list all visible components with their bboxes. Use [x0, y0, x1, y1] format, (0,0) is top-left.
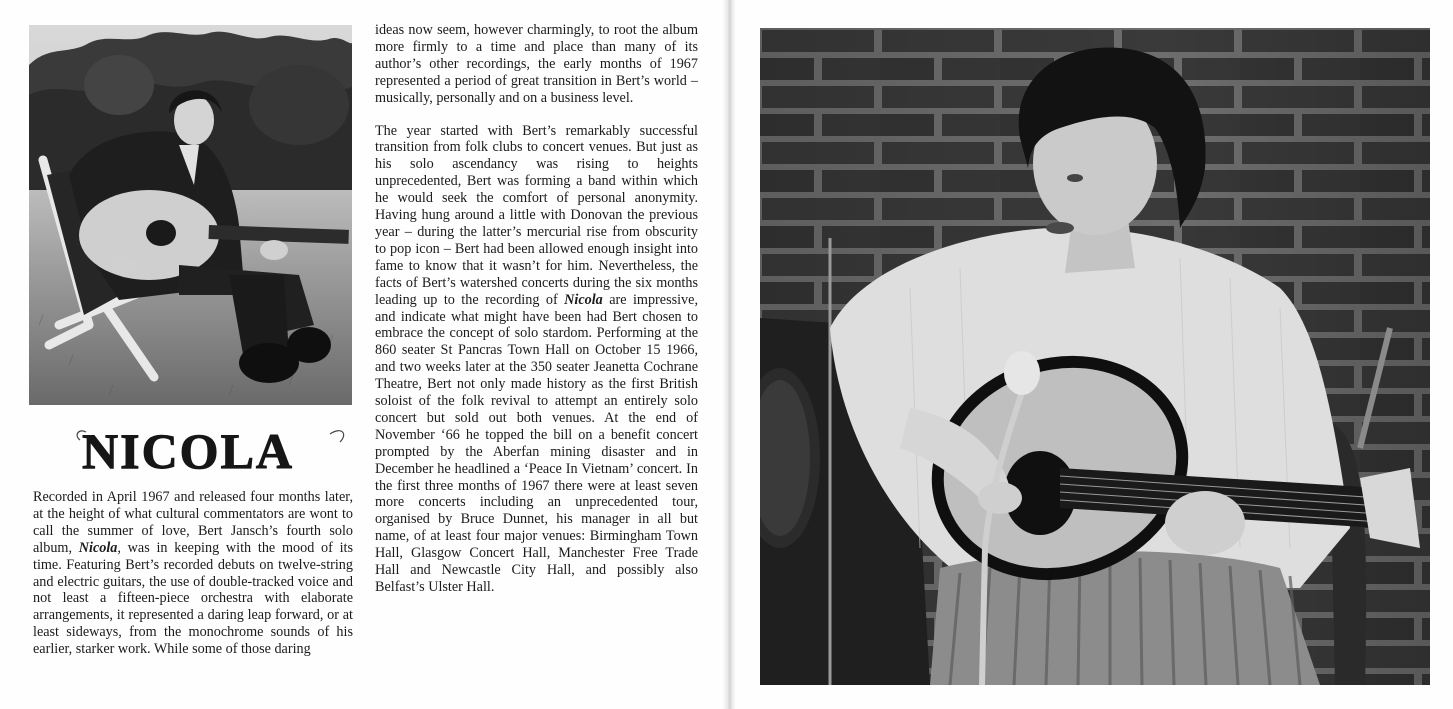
- concerts-intro: The year started with Bert’s remarkably successful transition from folk clubs to concert venues. But just as his solo ascendancy was rising to heights unprecedented, Bert was forming a band within which he would seek the comfort of personal anonymity. Having hung around a little with Donovan the previous year – during the latter’s mercurial rise from obscurity to pop icon – Bert had been allowed enough insight into fame to know that it wasn’t for him. Nevertheless, the facts of Bert’s watershed concerts during the six months leading up to the recording of: [375, 122, 698, 308]
- column-one-intro: Recorded in April 1967 and released four months later, at the height of what cultural commentators are wont to call the summer of love, Bert Jansch’s fourth solo album,: [33, 489, 353, 556]
- album-title: NICOLA: [82, 423, 295, 479]
- booklet-fold: [722, 0, 736, 709]
- left-page: [0, 0, 722, 709]
- paragraph-concerts: [375, 123, 698, 596]
- album-name: Nicola: [78, 539, 118, 556]
- concerts-continued: are impressive, and indicate what might have been had Bert chosen to embrace the concept of solo stardom. Performing at the 860 seater St Pancras Town Hall on October 15 1966, and two weeks later at the 350 seater Jeanetta Cochrane Theatre, Bert not only made history as the first British soloist of the folk revival to attempt an entirely solo concert but sold out both venues. At the end of November ‘66 he topped the bill on a benefit concert prompted by the Aberfan mining disaster and in December he headlined a ‘Peace In Vietnam’ concert. In the first three months of 1967 there were at least seven more concerts including an unprecedented tour, organised by Bruce Dunnet, his manager in all but name, of at least four major venues: Birmingham Town Hall, Glasgow Concert Hall, Manchester Free Trade Hall and Newcastle City Hall, and possibly also Belfast’s Ulster Hall.: [375, 291, 698, 595]
- text-column-one: [33, 489, 353, 658]
- right-page: [736, 0, 1453, 709]
- photo-guitarist-brick-wall: [760, 28, 1430, 685]
- album-title-logotype: [30, 420, 400, 480]
- paragraph-transition: ideas now seem, however charmingly, to root the album more firmly to a time and place than many of its author’s other recordings, the early months of 1967 represented a period of great transition in Bert’s world – musically, personally and on a business level.: [375, 22, 698, 106]
- album-name: Nicola: [564, 291, 603, 308]
- text-column-two: [375, 22, 698, 612]
- photo-guitarist-deckchair: [29, 25, 352, 405]
- column-one-continued: , was in keeping with the mood of its time. Featuring Bert’s recorded debuts on twelve-string and electric guitars, the use of double-tracked voice and not least a fifteen-piece orchestra with elaborate arrangements, it represented a daring leap forward, or at least sideways, from the monochrome sounds of his earlier, starker work. While some of those daring: [33, 539, 354, 658]
